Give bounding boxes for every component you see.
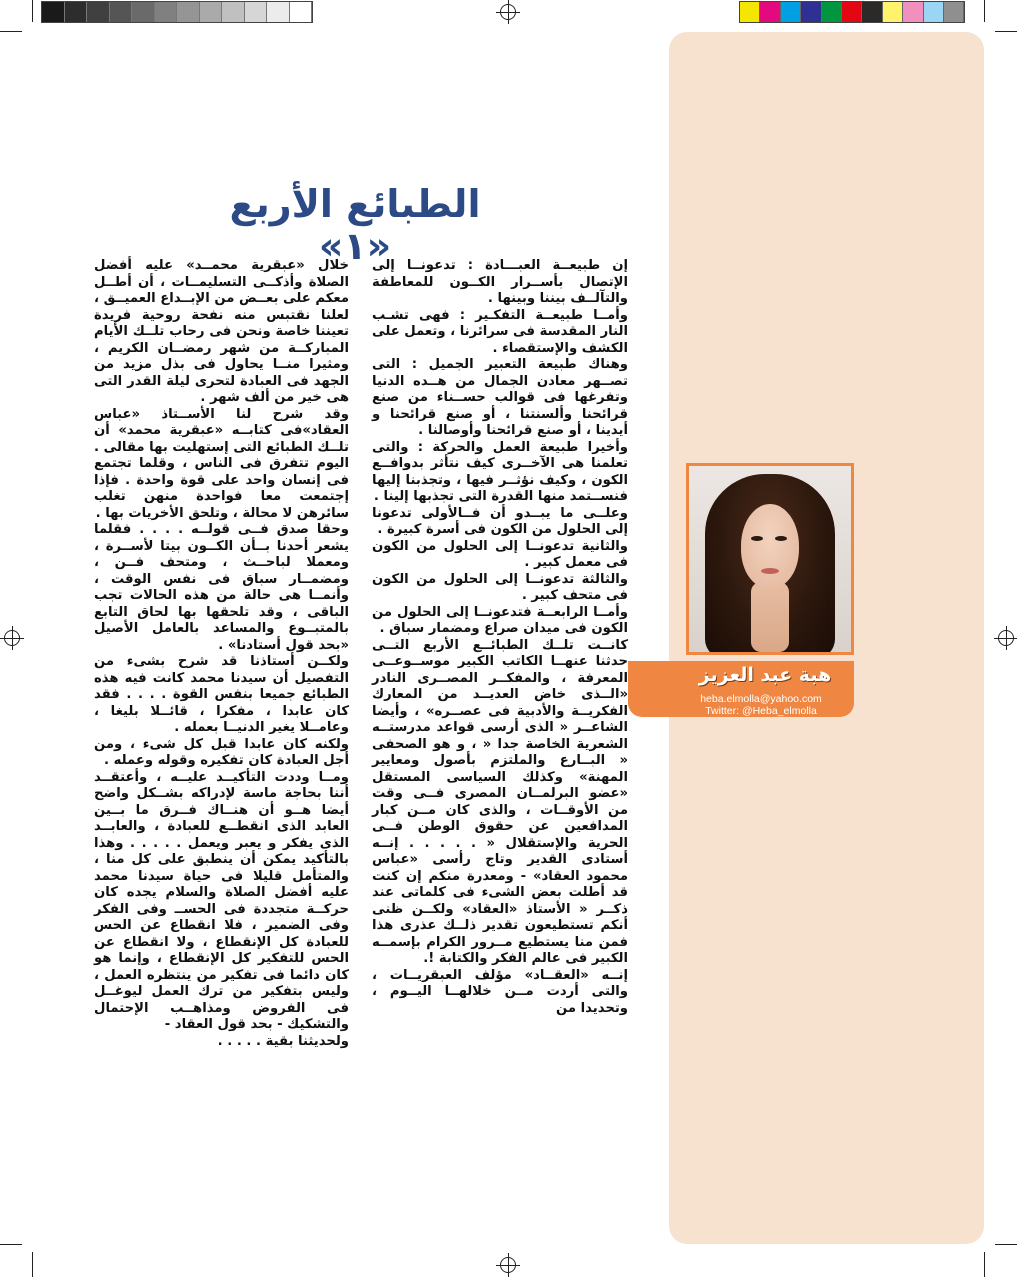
crop-mark [984, 0, 985, 22]
grey-swatch [87, 2, 110, 22]
color-swatch [883, 2, 903, 22]
grey-swatch [222, 2, 245, 22]
article-paragraph: وأمــا طبيعــة التفكـير : فهى تشـب النار المقدسة فى سرائرنا ، وتعمل على الكشف والإستقصاء . [371, 307, 628, 356]
color-swatch [842, 2, 862, 22]
article-paragraph: خلال «عبقرية محمــد» عليه أفضل الصلاة وأذكــى التسليمــات ، أن أطــل معكم على بعــض من الإبــداع العميــق ، لعلنا نقتبس منه نفحة روحية فريدة تعيننا خاصة ونحن فى رحاب تلــك الأيام المباركــة من شهر رمضــان الكريم ، ومثيرا منــا يحاول فى بذل مزيد من الجهد فى العبادة لتحرى ليلة القدر التى هى خير من ألف شهر . [94, 258, 349, 405]
color-swatch [944, 2, 964, 22]
color-swatch [903, 2, 923, 22]
article-paragraph: ومــا وددت التأكيــد عليــه ، وأعتقــد أننا بحاجة ماسة لإدراكه بشــكل واضح أيضا هــو أن هنــاك فــرق ما بــين العابد الذى انقطــع للعبادة ، والعابــد الذى يفكر و يعبر ويعمل . . . . . وهذا بالتأكيد يمكن أن ينطبق على كل منا ، والمتأمل قليلا فى حياة سيدنا محمد عليه أفضل الصلاة والسلام يجده كان حركــة متجددة فى الحســ وفى الفكر وفى الضمير ، فلا انقطاع عن الحس للعبادة كل الإنقطاع ، ولا انقطاع عن الحس للتفكير كل الإنقطاع ، وإنما هو كان دائما فى تفكير من ينتظره العمل ، وليس بتفكير من ترك العمل ليوغــل فى الفروض ومذاهــب الإحتمال والتشكيك - بحد قول العقاد - [94, 769, 349, 1032]
article-paragraph: إن طبيعــة العبـــادة : تدعونــا إلى الإتصال بأســرار الكــون للمعاطفة والتآلــف بيننا وبينها . [372, 258, 628, 306]
registration-mark-left-icon [4, 630, 20, 646]
registration-mark-top-icon [500, 4, 516, 20]
registration-mark-right-icon [998, 630, 1014, 646]
grey-swatch [155, 2, 178, 22]
article-paragraph: ولكــن أستاذنا قد شرح بشىء من التفصيل أن سيدنا محمد كانت فيه هذه الطبائع جميعا بنفس القوة . . . . فقد كان عابدا ، مفكرا ، قائــلا بليغا ، وعامــلا يغير الدنيــا بعمله . [94, 654, 349, 735]
color-calibration-bar [739, 1, 965, 23]
color-swatch [822, 2, 842, 22]
crop-mark [984, 1252, 985, 1277]
color-swatch [781, 2, 801, 22]
article-column-left [94, 258, 349, 1050]
crop-mark [995, 1244, 1017, 1245]
crop-mark [32, 1252, 33, 1277]
crop-mark [32, 0, 33, 22]
article-column-right [372, 258, 628, 1017]
grey-swatch [177, 2, 200, 22]
color-swatch [740, 2, 760, 22]
article-paragraph: كانــت تلــك الطبائــع الأربع التــى حدثنا عنهــا الكاتب الكبير موســوعــى المعرفة ، والمفكــر المصــرى النادر «الــذى خاض العديــد من المعارك الفكريــة والأدبية فى عصــره» ، وأيضا الشاعــر « الذى أرسى قواعد مدرستــه الشعرية الخاصة جدا « ، و هو الصحفى « البــارع والملتزم بأصول ومعايير المهنة» وكذلك السياسى المستقل «عضو البرلمــان المصرى فــى وقت من الأوقــات ، والذى كان مــن كبار المدافعين عن حقوق الوطن فــى الحرية والإستقلال « . . . . . إنــه أستادى القدير وتاج رأسى «عباس محمود العقاد» - ومعدرة منكم إن كنت قد أطلت بعض الشىء فى كلماتى عند ذكــر « الأستاذ «العقاد» ولكــن ظنى أنكم تستطيعون تقدير ذلــك عذرى هذا فمن منا يستطيع مــرور الكرام بإسمــه الكبير فى عالم الفكر والكتابة !. [372, 637, 628, 966]
article-paragraph: وهناك طبيعة التعبير الجميل : التى تصــهر معادن الجمال من هــده الدنيا وتفرغها فى قوالب حســناء من صنع قرائحنا وألسنتنا ، أو صنع قرائحنا و أيدينا ، أو صنع قرائحنا وأوصالنا . [372, 357, 628, 438]
grey-swatch [42, 2, 65, 22]
grey-swatch [245, 2, 268, 22]
registration-mark-bottom-icon [500, 1257, 516, 1273]
article-paragraph: وأمــا الرابعــة فتدعونــا إلى الحلول من الكون فى ميدان صراع ومضمار سباق . [372, 604, 628, 636]
color-swatch [862, 2, 882, 22]
crop-mark [995, 31, 1017, 32]
greyscale-calibration-bar [41, 1, 313, 23]
article-paragraph: وحقا صدق فــى قولــه . . . . فقلما يشعر أحدنا بــأن الكــون بيتا لأســرة ، ومعملا لباحــث ، ومتحف فــن ، ومضمــار سباق فى نفس الوقت ، وأنمــا هى حالة من هذه الحالات تجب الباقى ، وقد تلحقها بها لحاق التابع بالمتبــوع والمساعد بالعامل الأصيل «بحد قول أستادنا» . [94, 522, 349, 653]
crop-mark [0, 1244, 22, 1245]
grey-swatch [110, 2, 133, 22]
author-portrait-icon [686, 463, 854, 655]
grey-swatch [267, 2, 290, 22]
article-paragraph: ولحديثنا بقية . . . . . [217, 1033, 349, 1049]
author-name: هبة عبد العزيز [698, 664, 832, 686]
article-paragraph: والثالثة تدعونــا إلى الحلول من الكون فى متحف كبير . [372, 571, 628, 603]
grey-swatch [65, 2, 88, 22]
grey-swatch [132, 2, 155, 22]
article-paragraph: إنــه «العقــاد» مؤلف العبقريــات ، والتى أردت مــن خلالهــا اليــوم ، وتحديدا من [372, 967, 628, 1016]
author-email: heba.elmolla@yahoo.com [700, 693, 822, 705]
color-swatch [924, 2, 944, 22]
grey-swatch [290, 2, 313, 22]
article-paragraph: وقد شرح لنا الأســتاذ «عباس العقاد»فى كتابــه «عبقرية محمد» أن تلــك الطبائع التى إستهليت بها مقالى . اليوم تتفرق فى الناس ، وقلما تجتمع فى إنسان واحد على قوة واحدة . فإذا إجتمعت معا فواحدة منهن تغلب سائرهن لا محالة ، وتلحق الأخريات بها . [94, 406, 349, 521]
article-title: الطبائع الأربع «١» [229, 182, 481, 268]
author-twitter: Twitter: @Heba_elmolla [705, 705, 817, 717]
color-swatch [760, 2, 780, 22]
article-paragraph: وأخيرا طبيعة العمل والحركة : والتى تعلمنا هى الآخــرى كيف نتأثر بدوافــع الكون ، وكيف نؤثــر فيها ، وتجذبنا إليها فنســتمد منها القدرة التى تجذبها إلينا . [372, 439, 628, 504]
article-paragraph: ولكنه كان عابدا قبل كل شىء ، ومن أجل العبادة كان تفكيره وقوله وعمله . [94, 736, 349, 768]
color-swatch [801, 2, 821, 22]
article-paragraph: والثانية تدعونــا إلى الحلول من الكون فى معمل كبير . [372, 538, 628, 570]
crop-mark [0, 31, 22, 32]
article-paragraph: وعلــى ما يبــدو أن فــالأولى تدعونا إلى الحلول من الكون فى أسرة كبيرة . [372, 505, 628, 537]
grey-swatch [200, 2, 223, 22]
